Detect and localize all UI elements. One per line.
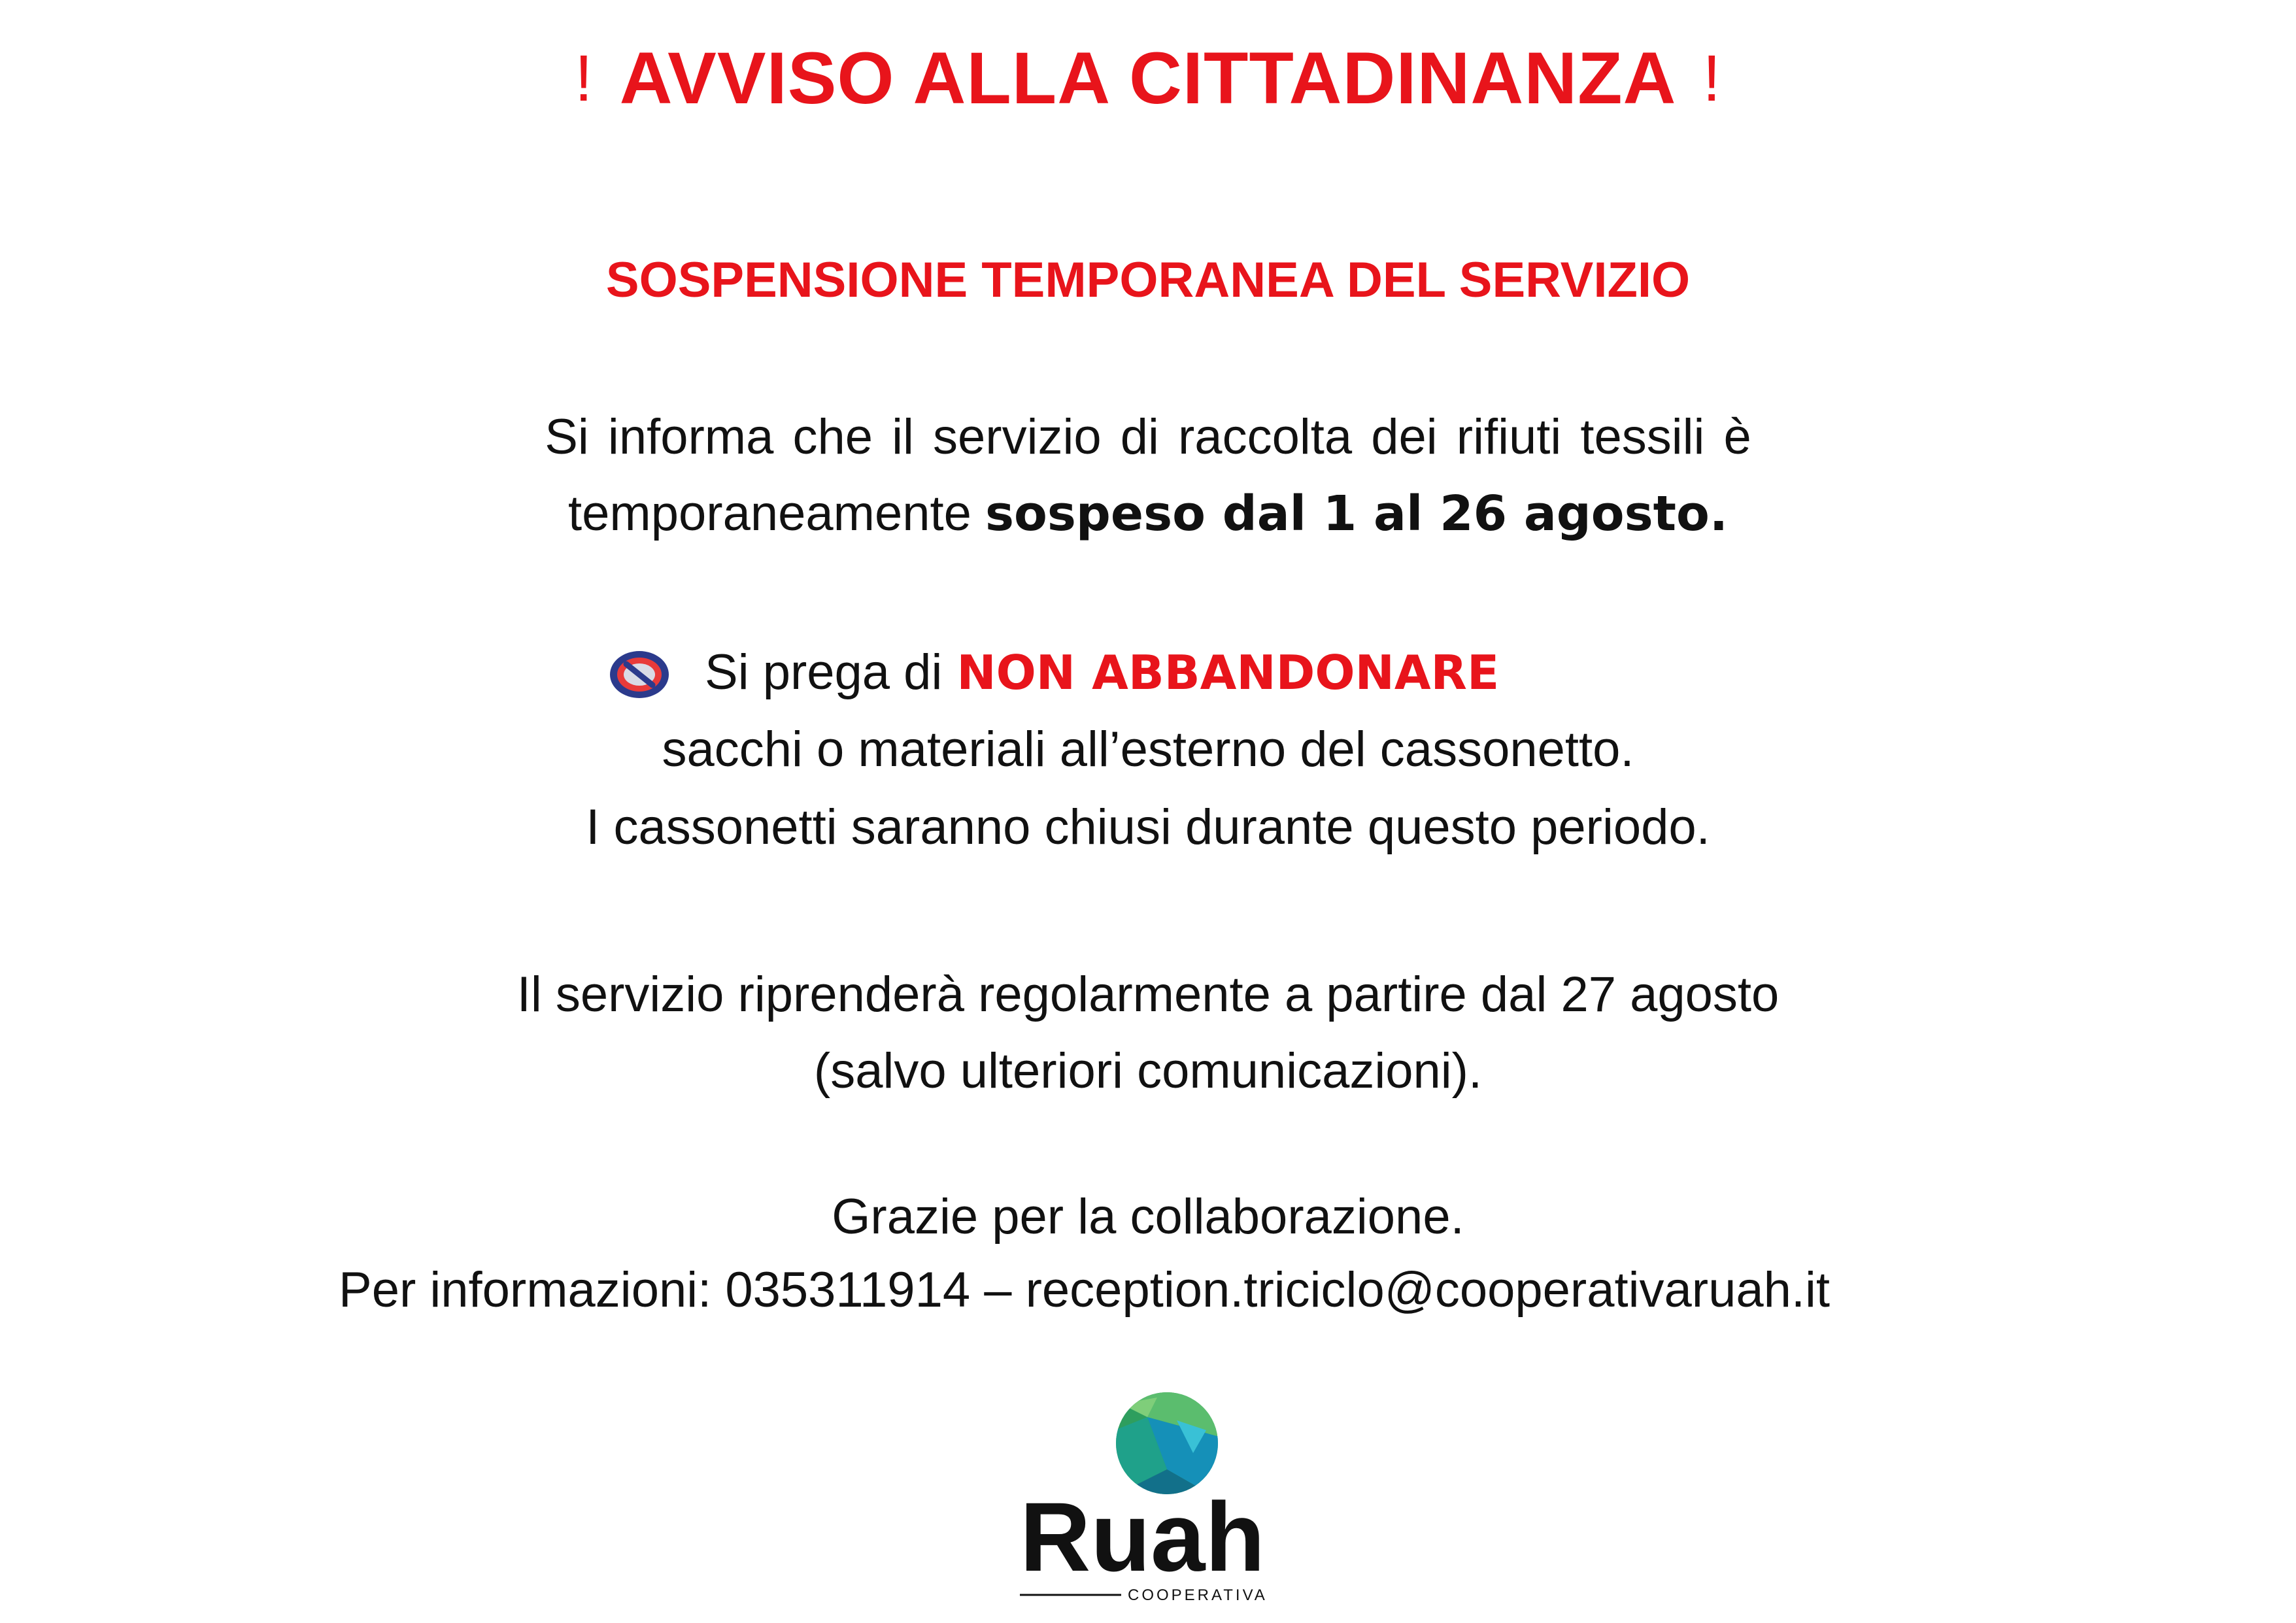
notice-title	[549, 36, 1747, 120]
title-text: AVVISO ALLA CITTADINANZA	[619, 37, 1677, 119]
contact-info: Per informazioni: 035311914 – reception.triciclo@cooperativaruah.it	[339, 1262, 1831, 1318]
thanks-text: Grazie per la collaborazione.	[832, 1189, 1464, 1245]
notice-line-2-plain: temporaneamente	[568, 486, 985, 541]
exclamation-right: !	[1702, 42, 1722, 115]
warning-line-1-plain: Si prega di	[705, 644, 943, 700]
logo-orb-icon	[1115, 1391, 1219, 1496]
do-not-abandon: NON ABBANDONARE	[956, 645, 1500, 700]
logo-tagline: COOPERATIVA	[1128, 1586, 1268, 1604]
suspension-dates: sospeso dal 1 al 26 agosto.	[985, 486, 1728, 542]
resume-line-1: Il servizio riprenderà regolarmente a partire dal 27 agosto	[516, 967, 1780, 1022]
ruah-logo	[1017, 1391, 1291, 1607]
warning-line-2: sacchi o materiali all’esterno del cassonetto.	[662, 722, 1634, 777]
notice-subtitle: SOSPENSIONE TEMPORANEA DEL SERVIZIO	[605, 252, 1691, 308]
exclamation-left: !	[574, 42, 594, 115]
notice-line-2	[568, 485, 1728, 542]
logo-wordmark: Ruah	[1020, 1482, 1265, 1592]
warning-line-1	[705, 644, 1499, 701]
notice-line-1: Si informa che il servizio di raccolta dei rifiuti tessili è	[545, 409, 1751, 465]
no-entry-icon	[607, 648, 672, 701]
warning-line-3: I cassonetti saranno chiusi durante questo periodo.	[586, 799, 1710, 855]
resume-line-2: (salvo ulteriori comunicazioni).	[813, 1043, 1483, 1099]
